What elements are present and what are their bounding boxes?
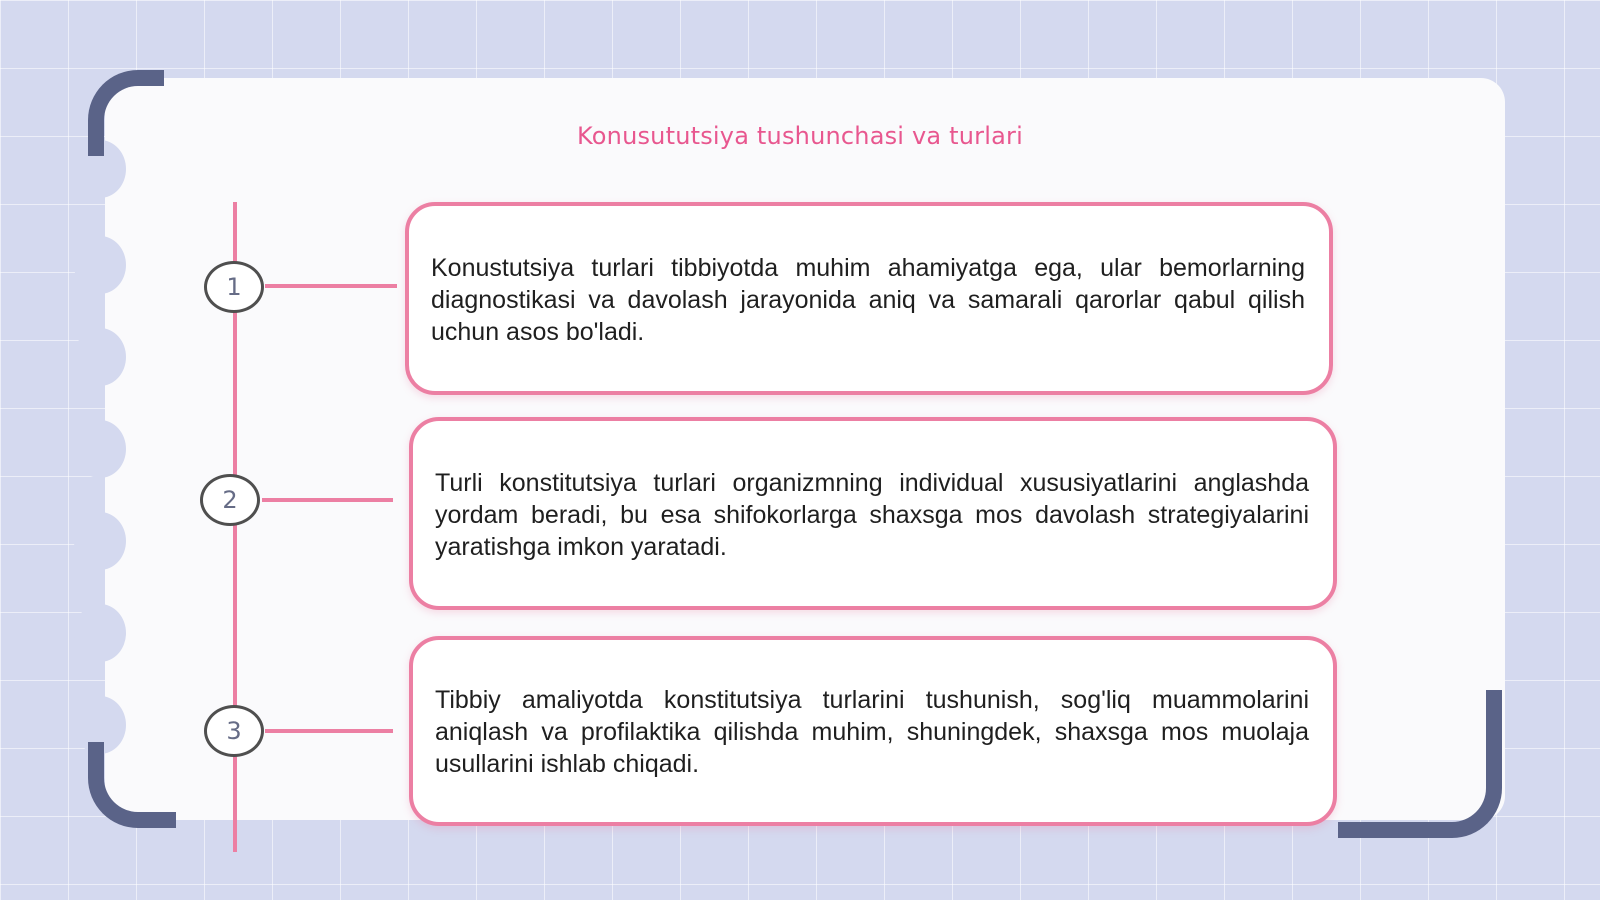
- card-edge-notch: [74, 328, 126, 386]
- card-edge-notch: [74, 512, 126, 570]
- step-description: Turli konstitutsiya turlari organizmning individual xususiyatlarini anglashda yordam beradi, bu esa shifokorlarga shaxsga mos davolash strategiyalarini yaratishga imkon yaratadi.: [435, 469, 1309, 561]
- step-number-badge: 2: [200, 474, 260, 526]
- timeline-connector: [262, 498, 393, 502]
- timeline-connector: [265, 729, 393, 733]
- slide-title: Konusututsiya tushunchasi va turlari: [577, 122, 1023, 150]
- step-number-badge: 3: [204, 705, 264, 757]
- step-description: Konustutsiya turlari tibbiyotda muhim ahamiyatga ega, ular bemorlarning diagnostikasi va davolash jarayonida aniq va samarali qarorlar qabul qilish uchun asos bo'ladi.: [431, 254, 1305, 346]
- step-number-badge: 1: [204, 261, 264, 313]
- card-edge-notch: [74, 604, 126, 662]
- corner-bracket-bottom-right: [1338, 690, 1502, 838]
- corner-bracket-bottom-left: [88, 742, 176, 828]
- timeline-connector: [265, 284, 397, 288]
- card-edge-notch: [74, 420, 126, 478]
- card-edge-notch: [74, 236, 126, 294]
- step-description: Tibbiy amaliyotda konstitutsiya turlarini tushunish, sog'liq muammolarini aniqlash va profilaktika qilishda muhim, shuningdek, shaxsga mos muolaja usullarini ishlab chiqadi.: [435, 686, 1309, 778]
